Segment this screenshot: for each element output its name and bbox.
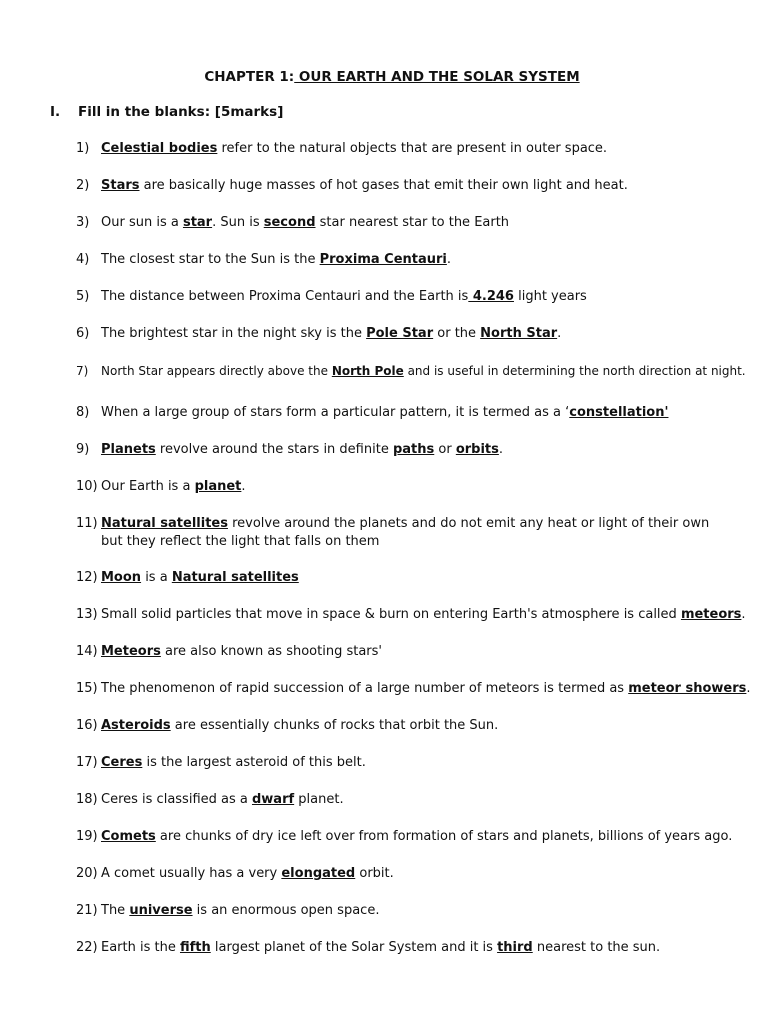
list-item-text [101, 362, 746, 380]
list-item-text [101, 288, 731, 306]
list-item-text [101, 680, 751, 698]
list-item-text [101, 791, 731, 809]
list-item-number: 16) [76, 718, 98, 733]
list-item-number: 21) [76, 903, 98, 918]
question-text: star nearest star to the Earth [315, 215, 510, 230]
question-text: and is useful in determining the north direction at night. [403, 364, 746, 378]
answer-text: orbits [455, 442, 499, 457]
answer-text: Moon [101, 570, 142, 585]
list-item [76, 680, 751, 698]
question-text: are chunks of dry ice left over from formation of stars and planets, billions of years ago. [155, 829, 733, 844]
question-text: Our Earth is a [101, 479, 195, 494]
answer-text: dwarf [251, 792, 295, 807]
list-item [76, 325, 736, 343]
answer-text: Ceres [101, 755, 143, 770]
question-text: . [498, 442, 504, 457]
list-item [76, 717, 736, 735]
list-item-number: 17) [76, 755, 98, 770]
answer-text: fifth [179, 940, 211, 955]
question-text: The closest star to the Sun is the [101, 252, 320, 267]
list-item-text [101, 214, 731, 232]
answer-text: North Pole [331, 364, 404, 378]
list-item-text [101, 717, 731, 735]
question-text: The phenomenon of rapid succession of a large number of meteors is termed as [101, 681, 629, 696]
list-item-number: 5) [76, 289, 90, 304]
list-item [76, 606, 746, 624]
question-text: The [101, 903, 130, 918]
list-item-number: 14) [76, 644, 98, 659]
list-item-number: 12) [76, 570, 98, 585]
answer-text: universe [129, 903, 193, 918]
question-text: planet. [294, 792, 344, 807]
answer-text: meteor showers [628, 681, 747, 696]
list-item [76, 140, 736, 158]
question-text: When a large group of stars form a particular pattern, it is termed as a ‘ [101, 405, 570, 420]
question-text: Our sun is a [101, 215, 183, 230]
list-item-number: 4) [76, 252, 90, 267]
answer-text: 4.246 [468, 289, 514, 304]
list-item [76, 865, 736, 883]
list-item-number: 1) [76, 141, 90, 156]
question-text: or the [433, 326, 481, 341]
chapter-title-prefix: CHAPTER 1: [204, 69, 295, 85]
question-text: orbit. [355, 866, 394, 881]
question-text: The brightest star in the night sky is the [101, 326, 367, 341]
list-item [76, 515, 736, 551]
list-item-text [101, 754, 731, 772]
list-item [76, 214, 736, 232]
question-text: . [557, 326, 562, 341]
question-text: A comet usually has a very [101, 866, 282, 881]
question-text: revolve around the stars in definite [155, 442, 393, 457]
list-item [76, 404, 736, 422]
list-item-number: 18) [76, 792, 98, 807]
answer-text: Meteors [101, 644, 161, 659]
list-item [76, 362, 746, 380]
answer-text: second [263, 215, 316, 230]
list-item [76, 754, 736, 772]
list-item-text [101, 404, 731, 422]
list-item-text [101, 441, 731, 459]
question-text: The distance between Proxima Centauri and the Earth is [101, 289, 469, 304]
answer-text: Proxima Centauri [319, 252, 447, 267]
list-item-text [101, 902, 731, 920]
answer-text: third [497, 940, 533, 955]
list-item-number: 2) [76, 178, 90, 193]
list-item-number: 22) [76, 940, 98, 955]
list-item-text [101, 478, 731, 496]
list-item-text [101, 865, 731, 883]
list-item [76, 569, 736, 587]
question-text: are also known as shooting stars' [160, 644, 382, 659]
list-item [76, 939, 736, 957]
list-item-number: 19) [76, 829, 98, 844]
question-text: largest planet of the Solar System and it is [210, 940, 498, 955]
answer-text: paths [392, 442, 435, 457]
list-item-number: 13) [76, 607, 98, 622]
list-item-number: 9) [76, 442, 90, 457]
question-text: revolve around the planets and do not emit any heat or light of their own but they reflect the light that falls on them [101, 516, 710, 549]
list-item [76, 251, 736, 269]
answer-text: Planets [101, 442, 156, 457]
question-text: . [446, 252, 452, 267]
list-item-text [101, 325, 731, 343]
section-heading [50, 104, 283, 120]
question-text: refer to the natural objects that are present in outer space. [217, 141, 608, 156]
question-text: North Star appears directly above the [101, 364, 332, 378]
answer-text: elongated [281, 866, 356, 881]
question-text: or [434, 442, 456, 457]
list-item [76, 478, 736, 496]
list-item [76, 902, 736, 920]
list-item-number: 10) [76, 479, 98, 494]
list-item-text [101, 569, 731, 587]
list-item [76, 177, 736, 195]
answer-text: Asteroids [101, 718, 171, 733]
question-text: are basically huge masses of hot gases that emit their own light and heat. [139, 178, 628, 193]
question-text: is a [141, 570, 172, 585]
answer-text: Natural satellites [101, 516, 228, 531]
answer-text: Stars [101, 178, 140, 193]
answer-text: Natural satellites [171, 570, 299, 585]
answer-text: North Star [480, 326, 558, 341]
question-text: are essentially chunks of rocks that orbit the Sun. [170, 718, 499, 733]
list-item-number: 3) [76, 215, 90, 230]
list-item-text [101, 643, 731, 661]
question-text: . Sun is [212, 215, 264, 230]
list-item [76, 791, 736, 809]
question-text: . [746, 681, 751, 696]
answer-text: planet [194, 479, 242, 494]
answer-text: Pole Star [366, 326, 434, 341]
question-text: nearest to the sun. [532, 940, 661, 955]
answer-text: Comets [101, 829, 156, 844]
list-item-text [101, 251, 731, 269]
list-item-text [101, 140, 731, 158]
question-text: Small solid particles that move in space & burn on entering Earth's atmosphere is called [101, 607, 681, 622]
list-item-text [101, 515, 731, 551]
question-text: Earth is the [101, 940, 180, 955]
question-text: is the largest asteroid of this belt. [142, 755, 366, 770]
list-item [76, 288, 736, 306]
section-roman-numeral: I. [50, 104, 61, 120]
answer-text: Celestial bodies [101, 141, 218, 156]
list-item-number: 15) [76, 681, 98, 696]
list-item-text [101, 828, 731, 846]
question-text: Ceres is classified as a [101, 792, 252, 807]
list-item-text [101, 177, 731, 195]
list-item-number: 7) [76, 364, 89, 378]
question-text: . [241, 479, 246, 494]
chapter-title-underlined: OUR EARTH AND THE SOLAR SYSTEM [294, 69, 580, 85]
list-item [76, 828, 736, 846]
question-text: is an enormous open space. [192, 903, 380, 918]
list-item-text [101, 606, 746, 624]
list-item-number: 6) [76, 326, 90, 341]
answer-text: meteors [680, 607, 742, 622]
list-item [76, 643, 736, 661]
list-item-text [101, 939, 731, 957]
list-item-number: 11) [76, 516, 98, 531]
list-item-number: 20) [76, 866, 98, 881]
question-text: . [741, 607, 746, 622]
chapter-title [0, 69, 768, 85]
answer-text: constellation' [569, 405, 669, 420]
section-heading-text: Fill in the blanks: [5marks] [78, 104, 284, 120]
question-text: light years [513, 289, 587, 304]
list-item [76, 441, 736, 459]
answer-text: star [182, 215, 213, 230]
list-item-number: 8) [76, 405, 90, 420]
